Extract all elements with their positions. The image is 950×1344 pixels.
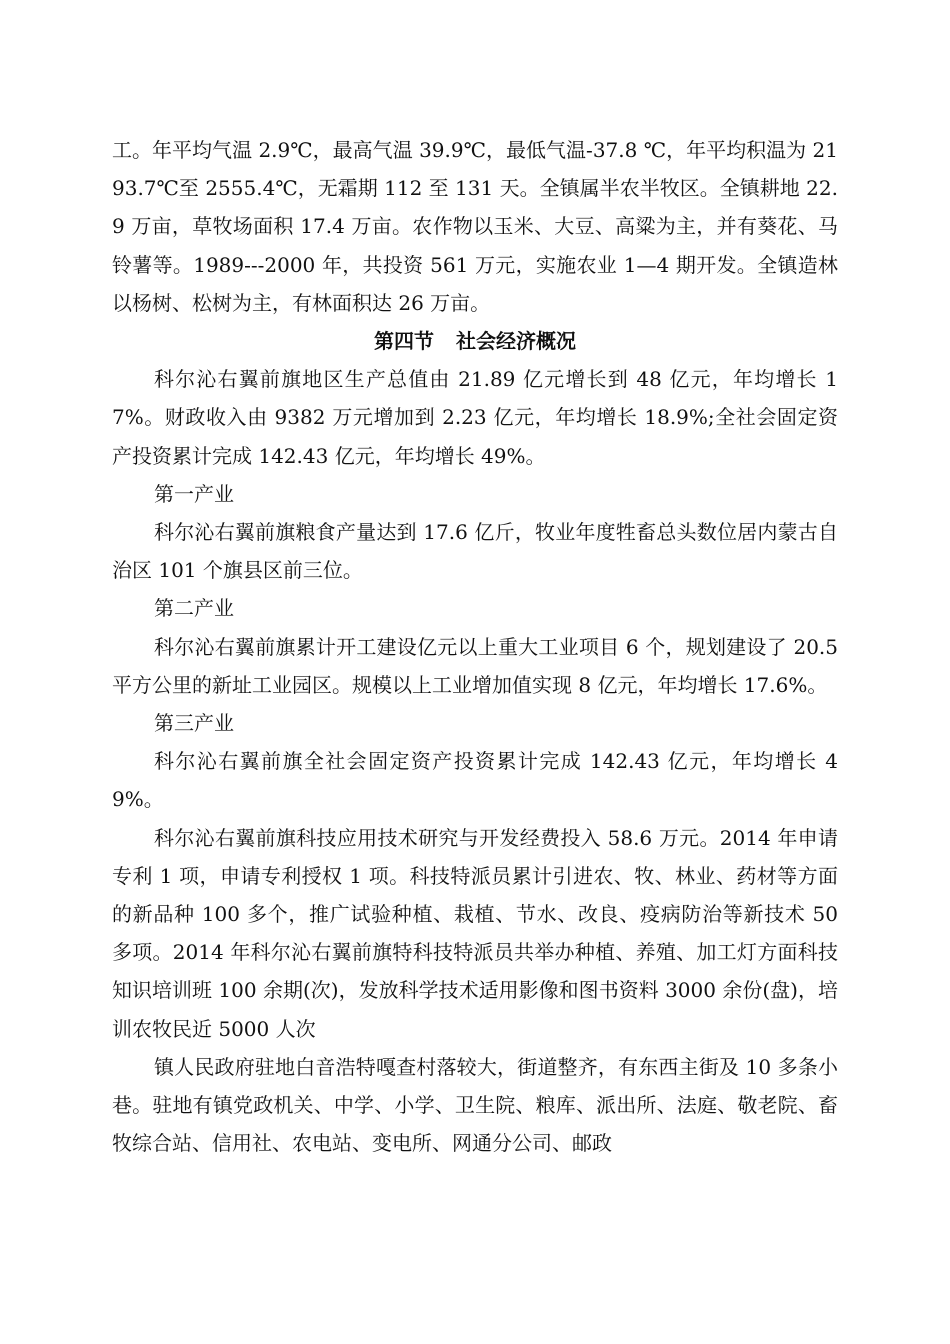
technology-paragraph: 科尔沁右翼前旗科技应用技术研究与开发经费投入 58.6 万元。2014 年申请专利 1 项，申请专利授权 1 项。科技特派员累计引进农、牧、林业、药材等方面的新品种 100 多个，推广试验种植、栽植、节水、改良、疫病防治等新技术 50 多项。2014 年科尔沁右翼前旗特科技特派员共举办种植、养殖、加工灯方面科技知识培训班 100 余期(次)，发放科学技术适用影像和图书资料 3000 余份(盘)，培训农牧民近 5000 人次 [112, 825, 838, 1041]
climate-agriculture-paragraph: 工。年平均气温 2.9℃，最高气温 39.9℃，最低气温-37.8 ℃，年平均积温为 2193.7℃至 2555.4℃，无霜期 112 至 131 天。全镇属半农半牧区。全镇耕地 22.9 万亩，草牧场面积 17.4 万亩。农作物以玉米、大豆、高粱为主，并有葵花、马铃薯等。1989---2000 年，共投资 561 万元，实施农业 1—4 期开发。全镇造林以杨树、松树为主，有林面积达 26 万亩。 [112, 138, 838, 315]
tertiary-industry-paragraph: 科尔沁右翼前旗全社会固定资产投资累计完成 142.43 亿元，年均增长 49%。 [112, 749, 838, 812]
section-number: 第四节 [374, 329, 434, 354]
town-seat-paragraph: 镇人民政府驻地白音浩特嘎查村落较大，街道整齐，有东西主街及 10 多条小巷。驻地有镇党政机关、中学、小学、卫生院、粮库、派出所、法庭、敬老院、畜牧综合站、信用社、农电站、变电所、网通分公司、邮政 [112, 1054, 838, 1156]
secondary-industry-paragraph: 科尔沁右翼前旗累计开工建设亿元以上重大工业项目 6 个，规划建设了 20.5 平方公里的新址工业园区。规模以上工业增加值实现 8 亿元，年均增长 17.6%。 [112, 634, 838, 697]
section-heading [112, 322, 838, 360]
section-title: 社会经济概况 [456, 329, 576, 354]
primary-industry-heading: 第一产业 [154, 481, 234, 506]
secondary-industry-heading: 第二产业 [154, 596, 234, 621]
document-body [112, 131, 838, 1162]
economy-overview-paragraph: 科尔沁右翼前旗地区生产总值由 21.89 亿元增长到 48 亿元，年均增长 17%。财政收入由 9382 万元增加到 2.23 亿元，年均增长 18.9%;全社会固定资产投资累计完成 142.43 亿元，年均增长 49%。 [112, 367, 838, 468]
primary-industry-paragraph: 科尔沁右翼前旗粮食产量达到 17.6 亿斤，牧业年度牲畜总头数位居内蒙古自治区 101 个旗县区前三位。 [112, 520, 838, 583]
tertiary-industry-heading: 第三产业 [154, 711, 234, 736]
